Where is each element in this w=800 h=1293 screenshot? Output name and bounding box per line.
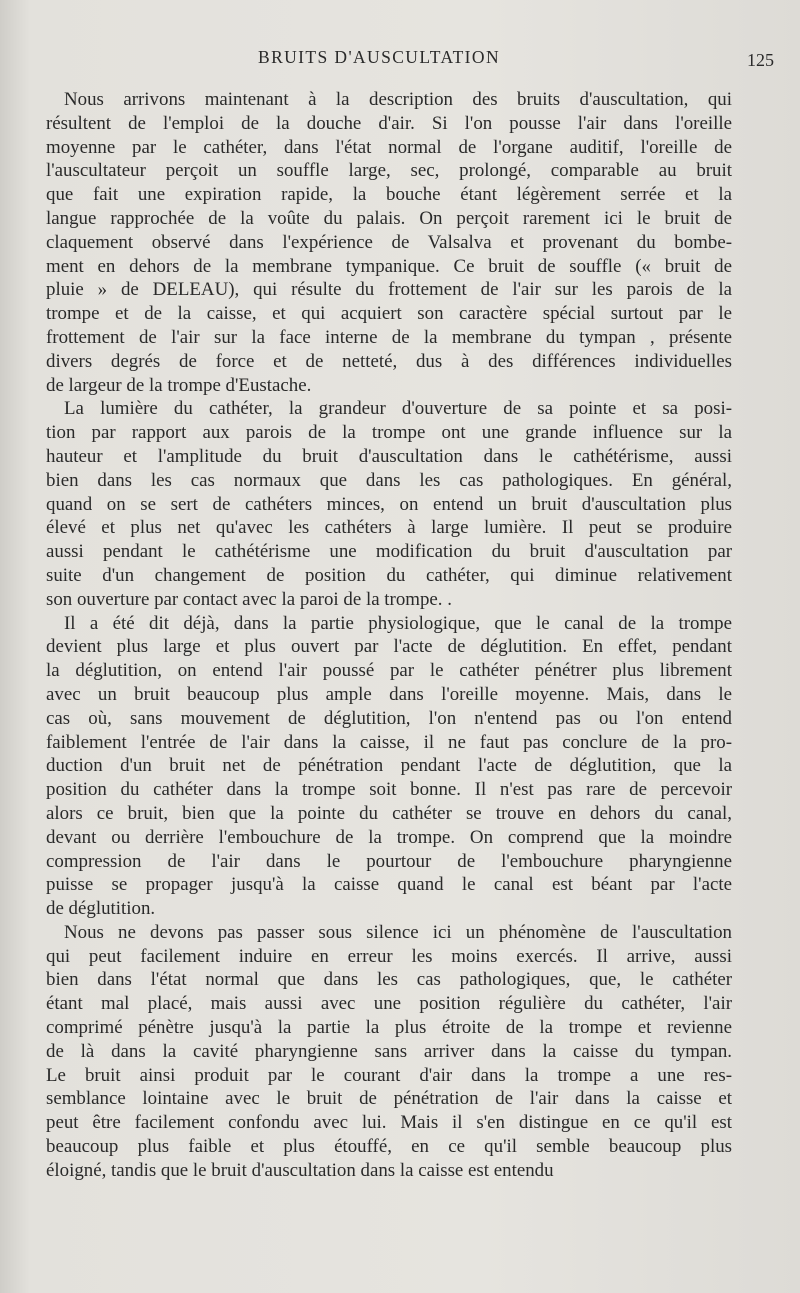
text-line: de là dans la cavité pharyngienne sans arriver dans la caisse du tympan. [46,1040,732,1062]
text-line: puisse se propager jusqu'à la caisse quand le canal est béant par l'acte [46,874,732,896]
text-line: avec un bruit beaucoup plus ample dans l'oreille moyenne. Mais, dans le [46,683,732,705]
paragraph [46,612,732,921]
text-line: compression de l'air dans le pourtour de l'embouchure pharyngienne [46,850,732,872]
text-line: quand on se sert de cathéters minces, on entend un bruit d'auscultation plus [46,493,732,515]
text-line: position du cathéter dans la trompe soit bonne. Il n'est pas rare de percevoir [46,779,732,801]
text-line: éloigné, tandis que le bruit d'auscultation dans la caisse est entendu [46,1159,554,1181]
text-line: l'auscultateur perçoit un souffle large, sec, prolongé, comparable au bruit [46,160,732,182]
text-line: Il a été dit déjà, dans la partie physiologique, que le canal de la trompe [64,612,732,634]
page-number: 125 [747,50,774,70]
page-header [0,42,800,82]
text-line: son ouverture par contact avec la paroi de la trompe. . [46,588,452,610]
text-line: frottement de l'air sur la face interne de la membrane du tympan , présente [46,326,732,348]
text-line: comprimé pénètre jusqu'à la partie la plus étroite de la trompe et revienne [46,1017,732,1039]
text-line: bien dans les cas normaux que dans les cas pathologiques. En général, [46,469,732,491]
text-line: qui peut facilement induire en erreur les moins exercés. Il arrive, aussi [46,945,732,967]
text-line: devant ou derrière l'embouchure de la trompe. On comprend que la moindre [46,826,732,848]
text-line: de déglutition. [46,898,156,920]
text-line: étant mal placé, mais aussi avec une position régulière du cathéter, l'air [46,993,732,1015]
text-line: divers degrés de force et de netteté, dus à des différences individuelles [46,350,732,372]
text-line: La lumière du cathéter, la grandeur d'ouverture de sa pointe et sa posi- [64,398,732,420]
text-line: duction d'un bruit net de pénétration pendant l'acte de déglutition, que la [46,755,732,777]
text-line: peut être facilement confondu avec lui. Mais il s'en distingue en ce qu'il est [46,1112,732,1134]
text-line: pluie » de DELEAU), qui résulte du frottement de l'air sur les parois de la [46,279,732,301]
text-line: résultent de l'emploi de la douche d'air. Si l'on pousse l'air dans l'oreille [46,112,732,134]
paragraph [46,921,732,1183]
text-line: suite d'un changement de position du cathéter, qui diminue relativement [46,564,732,586]
text-line: moyenne par le cathéter, dans l'état normal de l'organe auditif, l'oreille de [46,136,732,158]
text-line: la déglutition, on entend l'air poussé par le cathéter pénétrer plus librement [46,660,732,682]
text-line: langue rapprochée de la voûte du palais. On perçoit rarement ici le bruit de [46,207,732,229]
text-line: ment en dehors de la membrane tympanique. Ce bruit de souffle (« bruit de [46,255,732,277]
text-line: cas où, sans mouvement de déglutition, l'on n'entend pas ou l'on entend [46,707,732,729]
text-line: semblance lointaine avec le bruit de pénétration de l'air dans la caisse et [46,1088,732,1110]
text-line: aussi pendant le cathétérisme une modification du bruit d'auscultation par [46,541,732,563]
text-line: de largeur de la trompe d'Eustache. [46,374,312,396]
text-line: bien dans l'état normal que dans les cas pathologiques, que, le cathéter [46,969,732,991]
text-line: Le bruit ainsi produit par le courant d'air dans la trompe a une res- [46,1064,732,1086]
text-line: Nous arrivons maintenant à la description des bruits d'auscultation, qui [64,89,732,110]
text-line: faiblement l'entrée de l'air dans la caisse, il ne faut pas conclure de la pro- [46,731,732,753]
text-line: hauteur et l'amplitude du bruit d'auscultation dans le cathétérisme, aussi [46,445,732,467]
running-head: BRUITS D'AUSCULTATION [258,47,500,67]
body-text [46,88,732,1183]
text-line: tion par rapport aux parois de la trompe ont une grande influence sur la [46,422,732,444]
text-line: trompe et de la caisse, et qui acquiert son caractère spécial surtout par le [46,303,732,325]
text-line: élevé et plus net qu'avec les cathéters à large lumière. Il peut se produire [46,517,732,539]
text-line: beaucoup plus faible et plus étouffé, en ce qu'il semble beaucoup plus [46,1136,732,1158]
text-line: claquement observé dans l'expérience de Valsalva et provenant du bombe- [46,231,732,253]
text-line: Nous ne devons pas passer sous silence ici un phénomène de l'auscultation [64,921,732,943]
text-line: que fait une expiration rapide, la bouche étant légèrement serrée et la [46,184,732,206]
paragraph [46,397,732,611]
paragraph [46,88,732,397]
text-line: alors ce bruit, bien que la pointe du cathéter se trouve en dehors du canal, [46,802,732,824]
text-line: devient plus large et plus ouvert par l'acte de déglutition. En effet, pendant [46,636,732,658]
